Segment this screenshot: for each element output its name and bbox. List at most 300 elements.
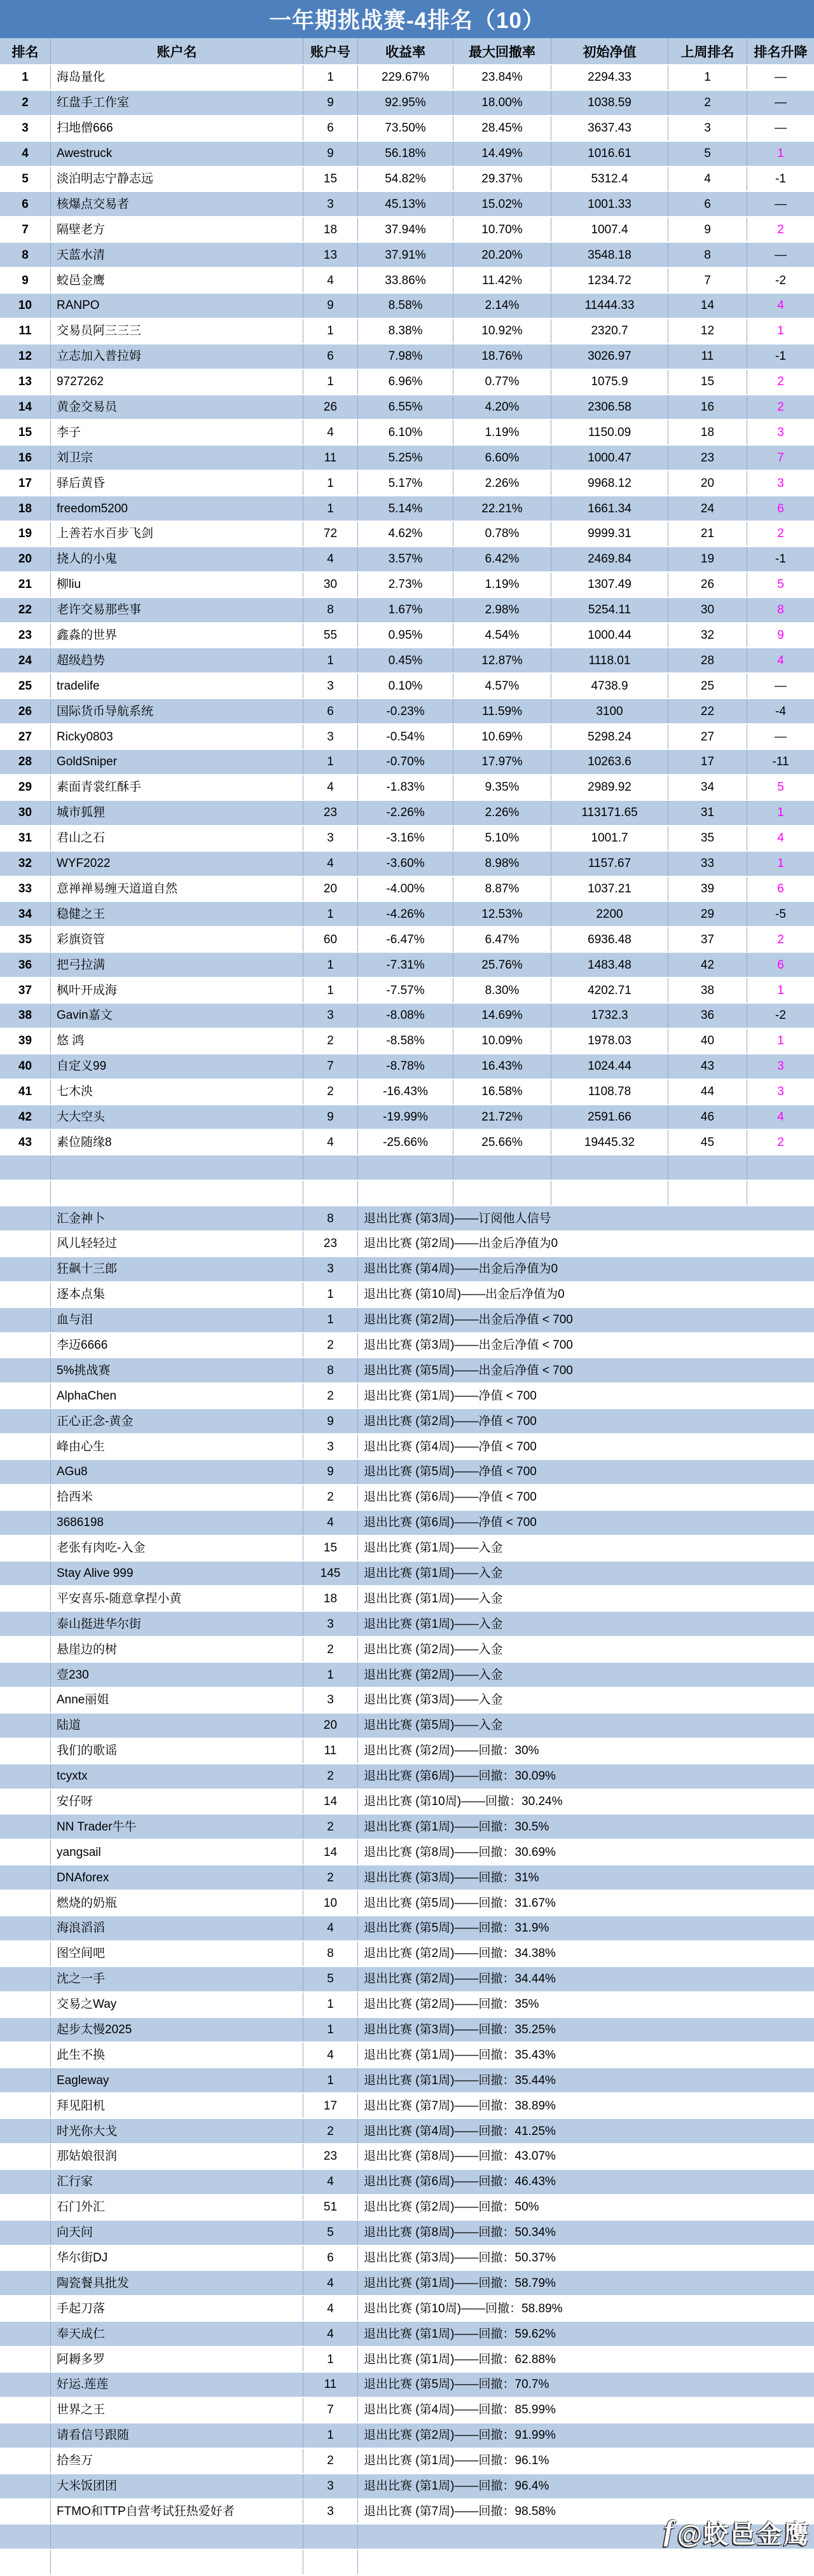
account-name-cell: 悬崖边的树: [51, 1637, 303, 1661]
last-week-rank-cell: 7: [668, 268, 747, 292]
rank-cell: 4: [0, 142, 51, 166]
account-number-cell: 20: [303, 877, 358, 901]
quit-reason-cell: 退出比赛 (第8周)——回撤：30.69%: [364, 1845, 556, 1859]
account-name-cell: 扫地僧666: [51, 116, 303, 140]
rank-cell: 27: [0, 725, 51, 749]
max-drawdown-cell: 8.98%: [453, 852, 551, 876]
account-number-cell: 4: [303, 2043, 358, 2067]
initial-equity-cell: 1978.03: [551, 1029, 668, 1053]
rank-change-cell: 3: [777, 1060, 784, 1073]
account-number-cell: 2: [303, 1865, 358, 1890]
account-number-cell: 6: [303, 699, 358, 723]
header-max-drawdown: 最大回撤率: [453, 38, 551, 64]
last-week-rank-cell: 2: [668, 91, 747, 115]
empty-cell: [0, 1181, 51, 1205]
account-number-cell: 6: [303, 344, 358, 369]
account-number-cell: 15: [303, 1536, 358, 1560]
max-drawdown-cell: 29.37%: [453, 167, 551, 191]
rank-cell: [0, 1511, 51, 1535]
rank-change-cell: 1: [777, 857, 784, 871]
rank-change-cell: 6: [777, 882, 784, 896]
account-name-cell: 海岛量化: [51, 65, 303, 90]
rank-cell: 12: [0, 344, 51, 369]
empty-cell: [303, 2550, 358, 2574]
header-account-number: 账户号: [303, 38, 358, 64]
rank-cell: [0, 1283, 51, 1307]
account-name-cell: 立志加入普拉姆: [51, 344, 303, 369]
rank-cell: 30: [0, 801, 51, 825]
last-week-rank-cell: 34: [668, 775, 747, 800]
rank-row: [0, 775, 814, 801]
rank-cell: [0, 1865, 51, 1890]
max-drawdown-cell: 16.58%: [453, 1080, 551, 1104]
account-number-cell: 2: [303, 1029, 358, 1053]
quit-reason-cell: 退出比赛 (第2周)——回撤：34.44%: [364, 1972, 556, 1986]
initial-equity-cell: 2306.58: [551, 395, 668, 419]
empty-cell: [51, 2550, 303, 2574]
account-number-cell: 9: [303, 1105, 358, 1129]
rank-change-cell: 2: [777, 932, 784, 946]
quit-reason-cell: 退出比赛 (第2周)——入金: [364, 1642, 503, 1656]
return-rate-cell: 7.98%: [358, 344, 453, 369]
account-name-cell: 好运.莲莲: [51, 2373, 303, 2397]
initial-equity-cell: 3026.97: [551, 344, 668, 369]
return-rate-cell: -8.08%: [358, 1004, 453, 1028]
account-name-cell: 阿耨多罗: [51, 2347, 303, 2371]
rank-cell: [0, 1333, 51, 1358]
max-drawdown-cell: 10.92%: [453, 319, 551, 343]
initial-equity-cell: 3637.43: [551, 116, 668, 140]
account-number-cell: 2: [303, 1080, 358, 1104]
last-week-rank-cell: 5: [668, 142, 747, 166]
quit-reason-cell: 退出比赛 (第1周)——回撤：58.79%: [364, 2276, 556, 2290]
account-number-cell: 1: [303, 2423, 358, 2448]
account-number-cell: 3: [303, 1688, 358, 1712]
empty-cell: [303, 1155, 358, 1180]
last-week-rank-cell: 27: [668, 725, 747, 749]
account-name-cell: Eagleway: [51, 2068, 303, 2092]
initial-equity-cell: 1000.47: [551, 446, 668, 470]
rank-cell: 28: [0, 750, 51, 774]
last-week-rank-cell: 4: [668, 167, 747, 191]
quit-row: [0, 2221, 814, 2246]
return-rate-cell: 6.10%: [358, 420, 453, 444]
quit-reason-cell: 退出比赛 (第2周)——出金后净值为0: [364, 1237, 558, 1251]
quit-reason-cell: 退出比赛 (第6周)——回撤：46.43%: [364, 2175, 556, 2189]
account-number-cell: 3: [303, 2474, 358, 2498]
account-number-cell: 23: [303, 2144, 358, 2169]
rank-cell: 38: [0, 1004, 51, 1028]
account-name-cell: 世界之王: [51, 2398, 303, 2422]
last-week-rank-cell: 25: [668, 674, 747, 698]
initial-equity-cell: 1157.67: [551, 852, 668, 876]
rank-change-cell: 2: [777, 1135, 784, 1149]
account-number-cell: 1: [303, 1663, 358, 1687]
rank-cell: 41: [0, 1080, 51, 1104]
max-drawdown-cell: 25.66%: [453, 1130, 551, 1154]
title-bar: [0, 0, 814, 38]
account-name-cell: 风儿轻轻过: [51, 1232, 303, 1256]
account-number-cell: 13: [303, 243, 358, 267]
account-number-cell: 3: [303, 1257, 358, 1281]
quit-row: [0, 1384, 814, 1409]
quit-row: [0, 1333, 814, 1359]
account-number-cell: 2: [303, 1485, 358, 1509]
quit-reason-cell: 退出比赛 (第2周)——回撤：30%: [364, 1744, 539, 1758]
account-name-cell: 石门外汇: [51, 2195, 303, 2219]
account-number-cell: 3: [303, 1612, 358, 1636]
account-name-cell: tradelife: [51, 674, 303, 698]
account-name-cell: Gavin嘉文: [51, 1004, 303, 1028]
account-name-cell: 李子: [51, 420, 303, 444]
account-name-cell: FTMO和TTP自营考试狂热爱好者: [51, 2500, 303, 2524]
account-name-cell: 请看信号跟随: [51, 2423, 303, 2448]
initial-equity-cell: 1307.49: [551, 573, 668, 597]
rank-change-cell: 4: [777, 831, 784, 845]
last-week-rank-cell: 33: [668, 852, 747, 876]
account-name-cell: 核爆点交易者: [51, 192, 303, 216]
rank-cell: [0, 1993, 51, 2017]
rank-cell: [0, 2068, 51, 2092]
account-name-cell: 起步太慢2025: [51, 2018, 303, 2042]
return-rate-cell: -7.57%: [358, 978, 453, 1002]
max-drawdown-cell: 18.76%: [453, 344, 551, 369]
return-rate-cell: -3.16%: [358, 826, 453, 850]
account-number-cell: 4: [303, 1916, 358, 1940]
max-drawdown-cell: 14.49%: [453, 142, 551, 166]
max-drawdown-cell: 8.30%: [453, 978, 551, 1002]
account-name-cell: yangsail: [51, 1840, 303, 1864]
last-week-rank-cell: 28: [668, 648, 747, 672]
account-name-cell: 大大空头: [51, 1105, 303, 1129]
max-drawdown-cell: 22.21%: [453, 496, 551, 521]
quit-reason-cell: 退出比赛 (第4周)——回撤：41.25%: [364, 2124, 556, 2138]
return-rate-cell: -6.47%: [358, 927, 453, 951]
rank-row: [0, 142, 814, 167]
rank-cell: 15: [0, 420, 51, 444]
quit-row: [0, 2500, 814, 2525]
quit-row: [0, 1536, 814, 1562]
rank-cell: [0, 1257, 51, 1281]
initial-equity-cell: 2469.84: [551, 547, 668, 571]
last-week-rank-cell: 29: [668, 902, 747, 926]
rank-row: [0, 471, 814, 496]
quit-reason-cell: 退出比赛 (第10周)——出金后净值为0: [364, 1288, 565, 1302]
return-rate-cell: 5.25%: [358, 446, 453, 470]
account-name-cell: 刘卫宗: [51, 446, 303, 470]
quit-row: [0, 1739, 814, 1764]
quit-row: [0, 2449, 814, 2474]
last-week-rank-cell: 15: [668, 370, 747, 394]
account-name-cell: 向天问: [51, 2221, 303, 2245]
rank-cell: [0, 2500, 51, 2524]
max-drawdown-cell: 4.20%: [453, 395, 551, 419]
account-number-cell: 1: [303, 65, 358, 90]
initial-equity-cell: 9999.31: [551, 522, 668, 546]
last-week-rank-cell: 36: [668, 1004, 747, 1028]
last-week-rank-cell: 43: [668, 1054, 747, 1079]
quit-row: [0, 2170, 814, 2195]
account-name-cell: 城市狐狸: [51, 801, 303, 825]
rank-row: [0, 699, 814, 725]
empty-cell: [747, 1181, 814, 1205]
account-number-cell: 11: [303, 2373, 358, 2397]
max-drawdown-cell: 10.69%: [453, 725, 551, 749]
account-number-cell: 3: [303, 192, 358, 216]
quit-reason-cell: 退出比赛 (第1周)——回撤：96.4%: [364, 2479, 549, 2493]
max-drawdown-cell: 25.76%: [453, 953, 551, 977]
account-number-cell: 8: [303, 1942, 358, 1966]
rank-change-cell: 5: [777, 780, 784, 794]
quit-row: [0, 1865, 814, 1891]
rank-row: [0, 65, 814, 91]
quit-row: [0, 1993, 814, 2018]
account-name-cell: 素位随缘8: [51, 1130, 303, 1154]
quit-row: [0, 1308, 814, 1333]
account-number-cell: 2: [303, 1815, 358, 1839]
account-number-cell: 3: [303, 725, 358, 749]
last-week-rank-cell: 24: [668, 496, 747, 521]
initial-equity-cell: 4202.71: [551, 978, 668, 1002]
return-rate-cell: 37.91%: [358, 243, 453, 267]
account-number-cell: 6: [303, 2246, 358, 2270]
return-rate-cell: 8.58%: [358, 294, 453, 318]
return-rate-cell: 4.62%: [358, 522, 453, 546]
last-week-rank-cell: 44: [668, 1080, 747, 1104]
last-week-rank-cell: 26: [668, 573, 747, 597]
max-drawdown-cell: 18.00%: [453, 91, 551, 115]
quit-reason-cell: 退出比赛 (第1周)——回撤：62.88%: [364, 2352, 556, 2366]
account-name-cell: 上善若水百步飞剑: [51, 522, 303, 546]
account-number-cell: 1: [303, 953, 358, 977]
rank-row: [0, 927, 814, 953]
rank-change-cell: -2: [775, 1009, 786, 1023]
empty-row: [0, 1155, 814, 1181]
account-name-cell: 图空间吧: [51, 1942, 303, 1966]
rank-cell: 33: [0, 877, 51, 901]
account-number-cell: 9: [303, 1409, 358, 1433]
account-name-cell: 逐本点集: [51, 1283, 303, 1307]
rank-row: [0, 826, 814, 852]
rank-row: [0, 674, 814, 699]
account-number-cell: 1: [303, 648, 358, 672]
max-drawdown-cell: 6.47%: [453, 927, 551, 951]
account-name-cell: 淡泊明志宁静志远: [51, 167, 303, 191]
account-number-cell: 5: [303, 1967, 358, 1991]
rank-cell: [0, 2144, 51, 2169]
account-number-cell: 9: [303, 142, 358, 166]
rank-cell: 21: [0, 573, 51, 597]
quit-reason-cell: 退出比赛 (第2周)——回撤：91.99%: [364, 2429, 556, 2443]
rank-row: [0, 852, 814, 877]
max-drawdown-cell: 11.42%: [453, 268, 551, 292]
rank-row: [0, 420, 814, 446]
initial-equity-cell: 1108.78: [551, 1080, 668, 1104]
rank-row: [0, 547, 814, 573]
account-number-cell: 7: [303, 2398, 358, 2422]
header-return-rate: 收益率: [358, 38, 453, 64]
account-name-cell: 柳liu: [51, 573, 303, 597]
rank-change-cell: —: [775, 121, 787, 135]
return-rate-cell: -0.70%: [358, 750, 453, 774]
last-week-rank-cell: 8: [668, 243, 747, 267]
rank-change-cell: 9: [777, 629, 784, 643]
rank-cell: 2: [0, 91, 51, 115]
rank-row: [0, 116, 814, 142]
rank-row: [0, 1105, 814, 1131]
quit-reason-cell: 退出比赛 (第1周)——净值 < 700: [364, 1389, 537, 1403]
initial-equity-cell: 1007.4: [551, 217, 668, 242]
empty-cell: [668, 1181, 747, 1205]
account-number-cell: 1: [303, 750, 358, 774]
rank-row: [0, 902, 814, 927]
last-week-rank-cell: 39: [668, 877, 747, 901]
account-number-cell: 1: [303, 902, 358, 926]
last-week-rank-cell: 3: [668, 116, 747, 140]
account-number-cell: 4: [303, 268, 358, 292]
max-drawdown-cell: 17.97%: [453, 750, 551, 774]
rank-change-cell: 3: [777, 425, 784, 439]
rank-row: [0, 1130, 814, 1155]
rank-row: [0, 395, 814, 421]
account-number-cell: 4: [303, 1511, 358, 1535]
max-drawdown-cell: 4.57%: [453, 674, 551, 698]
last-week-rank-cell: 40: [668, 1029, 747, 1053]
rank-change-cell: 6: [777, 958, 784, 972]
quit-reason-cell: 退出比赛 (第1周)——回撤：59.62%: [364, 2327, 556, 2341]
last-week-rank-cell: 14: [668, 294, 747, 318]
quit-reason-cell: 退出比赛 (第5周)——回撤：31.9%: [364, 1921, 549, 1935]
quit-row: [0, 1637, 814, 1663]
empty-row: [0, 2550, 814, 2575]
max-drawdown-cell: 2.26%: [453, 801, 551, 825]
max-drawdown-cell: 4.54%: [453, 624, 551, 648]
quit-reason-cell: 退出比赛 (第7周)——回撤：98.58%: [364, 2504, 556, 2518]
quit-reason-cell: 退出比赛 (第2周)——入金: [364, 1668, 503, 1682]
rank-change-cell: -1: [775, 172, 786, 186]
quit-reason-cell: 退出比赛 (第5周)——净值 < 700: [364, 1465, 537, 1479]
last-week-rank-cell: 19: [668, 547, 747, 571]
account-name-cell: 陶瓷餐具批发: [51, 2271, 303, 2295]
return-rate-cell: -2.26%: [358, 801, 453, 825]
max-drawdown-cell: 10.70%: [453, 217, 551, 242]
return-rate-cell: 2.73%: [358, 573, 453, 597]
header-initial-equity: 初始净值: [551, 38, 668, 64]
account-name-cell: 沈之一手: [51, 1967, 303, 1991]
initial-equity-cell: 4738.9: [551, 674, 668, 698]
account-name-cell: 交易之Way: [51, 1993, 303, 2017]
account-name-cell: 那姑娘很润: [51, 2144, 303, 2169]
account-name-cell: 汇金神卜: [51, 1206, 303, 1230]
initial-equity-cell: 10263.6: [551, 750, 668, 774]
max-drawdown-cell: 1.19%: [453, 573, 551, 597]
account-name-cell: 老张有肉吃-入金: [51, 1536, 303, 1560]
rank-cell: [0, 2094, 51, 2118]
rank-row: [0, 978, 814, 1004]
return-rate-cell: -1.83%: [358, 775, 453, 800]
rank-cell: [0, 1586, 51, 1611]
initial-equity-cell: 3548.18: [551, 243, 668, 267]
initial-equity-cell: 5312.4: [551, 167, 668, 191]
rank-row: [0, 648, 814, 674]
empty-cell: [668, 1155, 747, 1180]
rank-cell: 10: [0, 294, 51, 318]
quit-reason-cell: 退出比赛 (第1周)——回撤：35.43%: [364, 2048, 556, 2062]
rank-cell: [0, 1206, 51, 1230]
initial-equity-cell: 1037.21: [551, 877, 668, 901]
account-name-cell: 驿后黄昏: [51, 471, 303, 495]
quit-row: [0, 2296, 814, 2322]
account-name-cell: AGu8: [51, 1460, 303, 1484]
initial-equity-cell: 1001.7: [551, 826, 668, 850]
quit-row: [0, 1586, 814, 1612]
max-drawdown-cell: 11.59%: [453, 699, 551, 723]
quit-row: [0, 2043, 814, 2068]
last-week-rank-cell: 18: [668, 420, 747, 444]
account-name-cell: AlphaChen: [51, 1384, 303, 1408]
initial-equity-cell: 1234.72: [551, 268, 668, 292]
quit-row: [0, 1942, 814, 1967]
page-title: 一年期挑战赛-4排名（10）: [268, 8, 546, 33]
account-name-cell: 李迈6666: [51, 1333, 303, 1358]
quit-reason-cell: 退出比赛 (第2周)——出金后净值 < 700: [364, 1313, 573, 1327]
initial-equity-cell: 1118.01: [551, 648, 668, 672]
rank-change-cell: 2: [777, 527, 784, 541]
rank-change-cell: 1: [777, 147, 784, 161]
rank-row: [0, 243, 814, 268]
rank-cell: [0, 1891, 51, 1915]
quit-row: [0, 1511, 814, 1536]
rank-change-cell: —: [775, 71, 787, 85]
last-week-rank-cell: 46: [668, 1105, 747, 1129]
account-name-cell: 时光你大戈: [51, 2119, 303, 2143]
max-drawdown-cell: 5.10%: [453, 826, 551, 850]
account-number-cell: 11: [303, 1739, 358, 1763]
rank-cell: [0, 1840, 51, 1864]
initial-equity-cell: 1038.59: [551, 91, 668, 115]
rank-cell: 26: [0, 699, 51, 723]
account-number-cell: 5: [303, 2221, 358, 2245]
rank-cell: 14: [0, 395, 51, 419]
initial-equity-cell: 5298.24: [551, 725, 668, 749]
empty-cell: [747, 1155, 814, 1180]
quit-reason-cell: 退出比赛 (第4周)——净值 < 700: [364, 1440, 537, 1454]
quit-row: [0, 1358, 814, 1384]
rank-row: [0, 268, 814, 294]
empty-cell: [0, 1155, 51, 1180]
quit-reason-cell: 退出比赛 (第5周)——出金后净值 < 700: [364, 1363, 573, 1377]
rank-cell: [0, 1688, 51, 1712]
return-rate-cell: -19.99%: [358, 1105, 453, 1129]
account-number-cell: 1: [303, 2068, 358, 2092]
rank-cell: 32: [0, 852, 51, 876]
rank-cell: 6: [0, 192, 51, 216]
quit-reason-cell: 退出比赛 (第3周)——回撤：31%: [364, 1871, 539, 1884]
account-name-cell: 我们的歌谣: [51, 1739, 303, 1763]
initial-equity-cell: 5254.11: [551, 598, 668, 622]
account-name-cell: tcyxtx: [51, 1764, 303, 1789]
account-number-cell: 51: [303, 2195, 358, 2219]
rank-cell: [0, 1739, 51, 1763]
rank-row: [0, 446, 814, 471]
empty-cell: [453, 1181, 551, 1205]
quit-reason-cell: 退出比赛 (第5周)——回撤：70.7%: [364, 2378, 549, 2392]
rank-cell: 3: [0, 116, 51, 140]
account-number-cell: 72: [303, 522, 358, 546]
rank-cell: [0, 2018, 51, 2042]
return-rate-cell: -8.58%: [358, 1029, 453, 1053]
quit-reason-cell: 退出比赛 (第2周)——回撤：34.38%: [364, 1947, 556, 1961]
